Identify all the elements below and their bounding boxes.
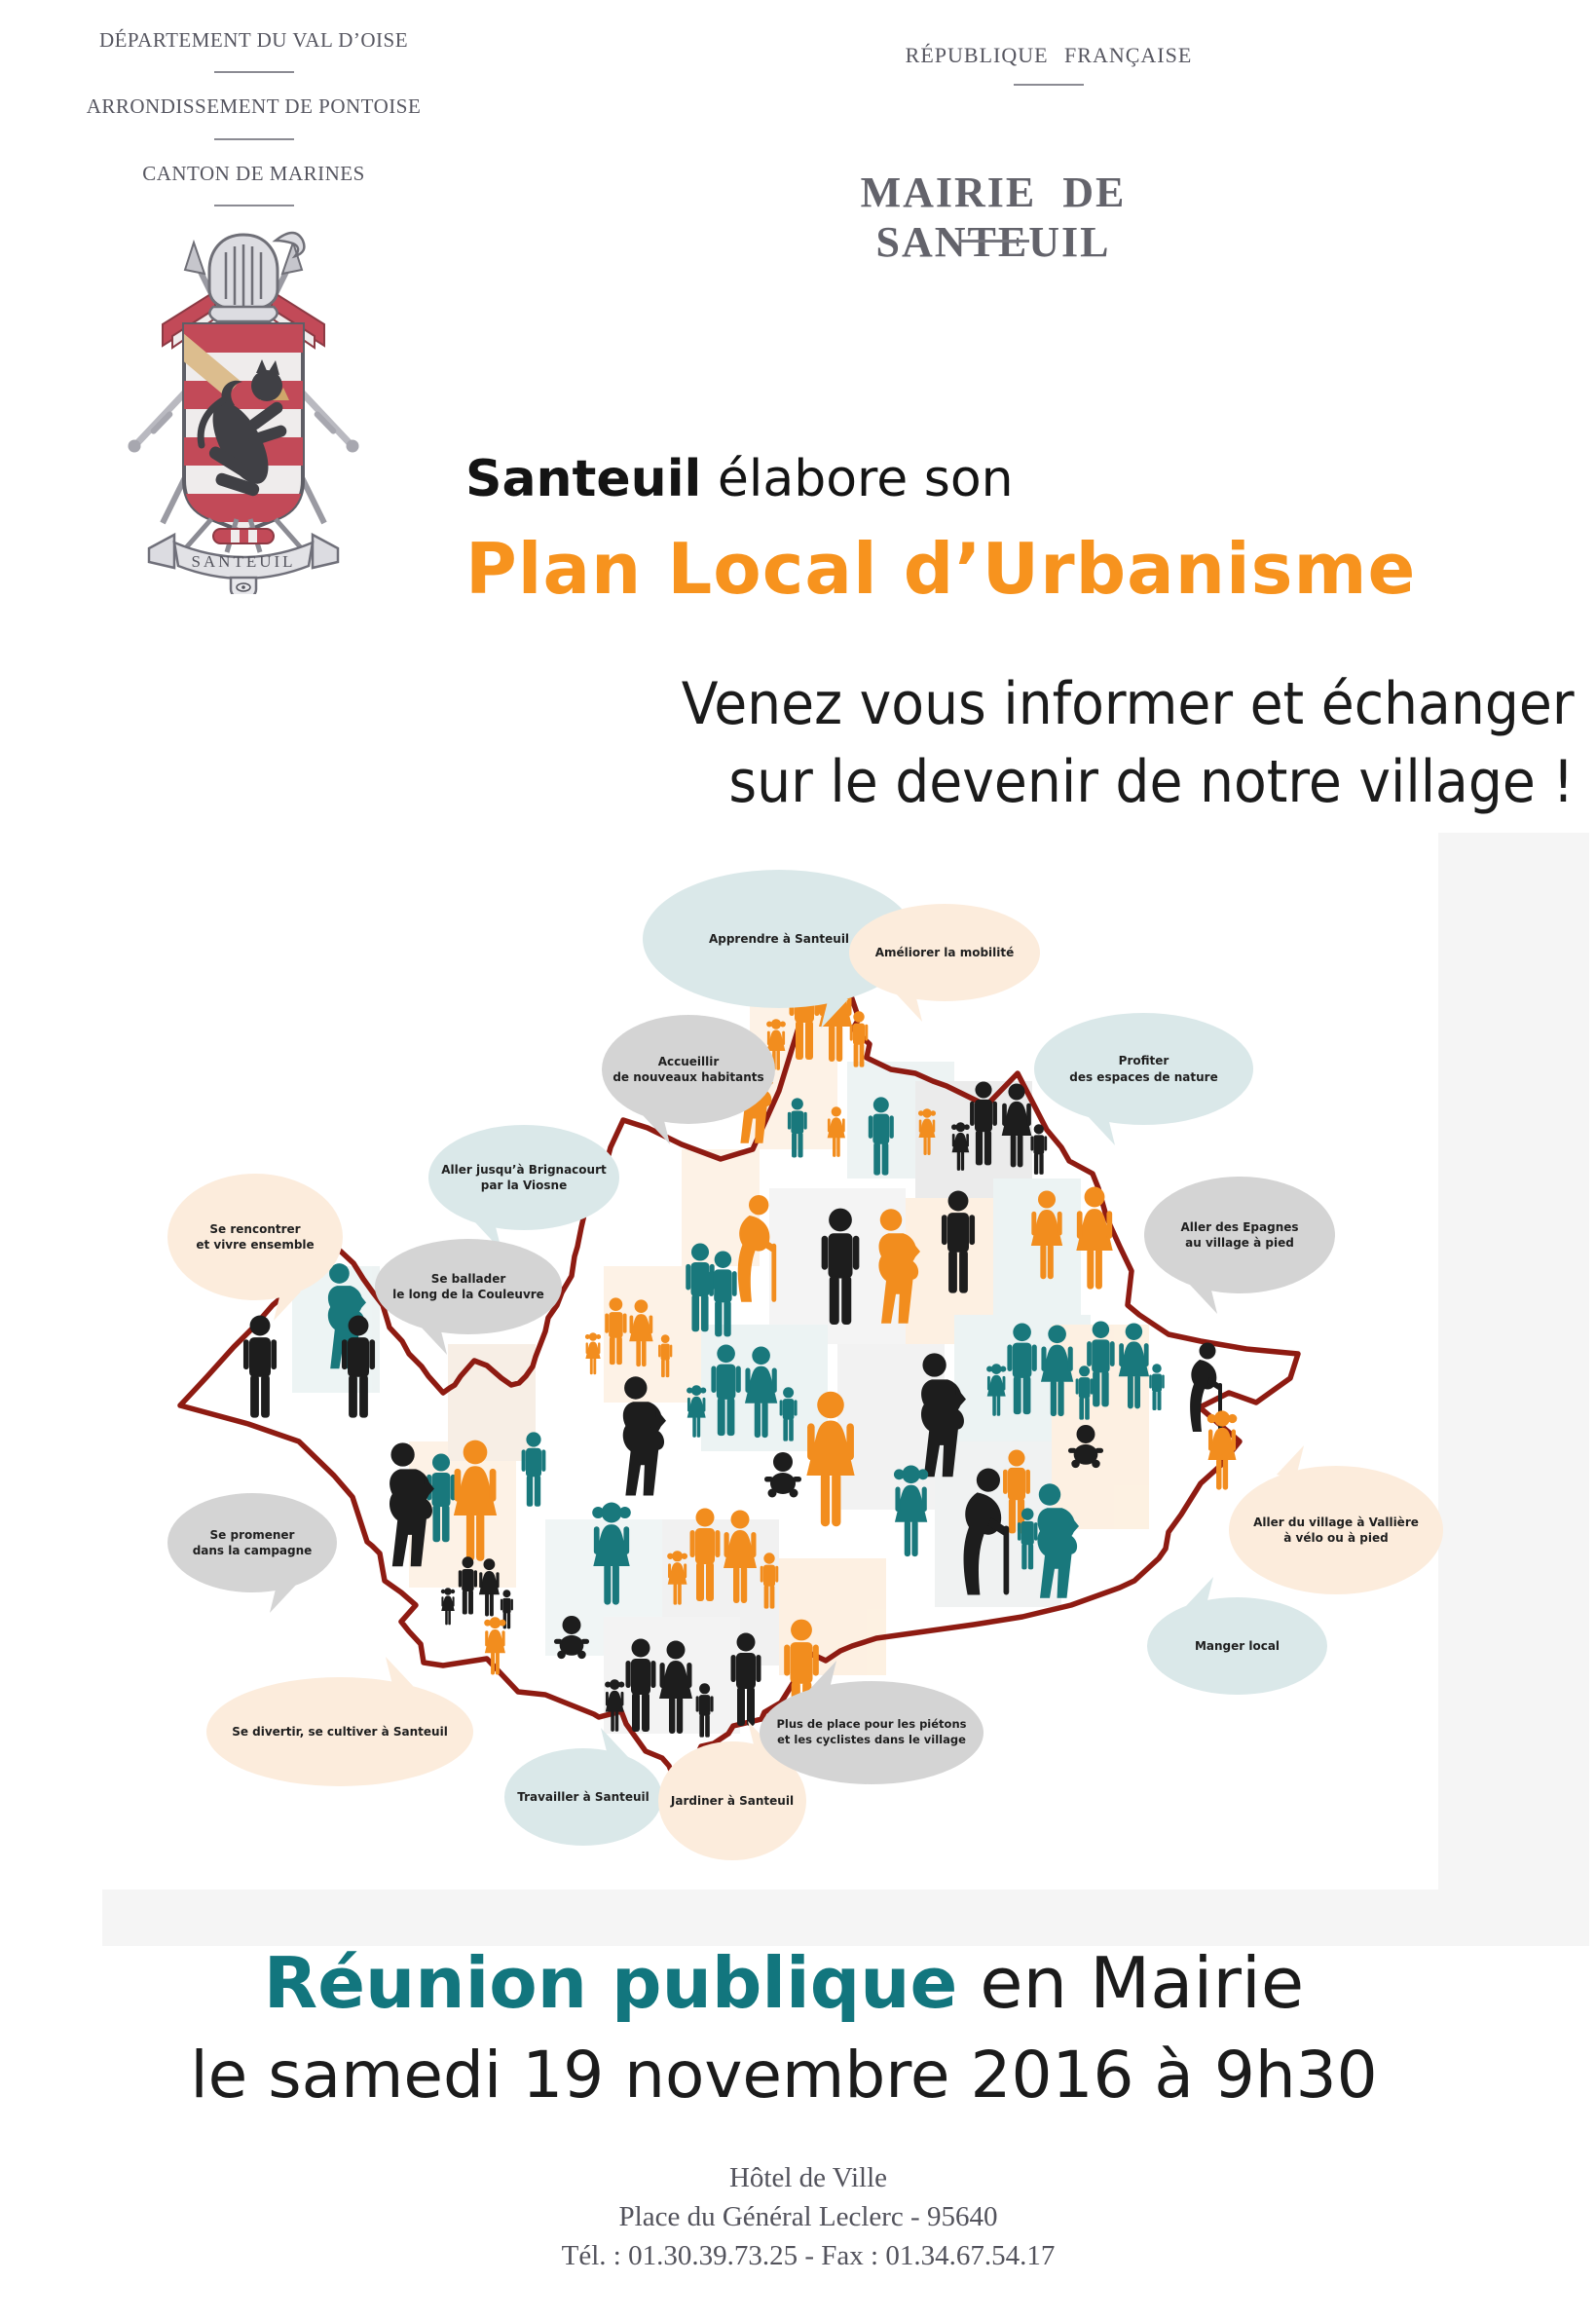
speech-bubble-manger <box>1147 1597 1327 1695</box>
mairie-title: MAIRIE DE SANTEUIL <box>860 168 1127 266</box>
event-location: en Mairie <box>957 1942 1305 2024</box>
bubble-line: Se rencontrer <box>209 1221 301 1236</box>
poster-subtitle: Venez vous informer et échanger sur le devenir de notre village ! <box>682 670 1575 816</box>
speech-bubble-brignacourt <box>428 1125 619 1230</box>
address-street: Place du Général Leclerc - 95640 <box>618 2201 998 2232</box>
speech-bubble-accueillir <box>602 1015 775 1124</box>
speech-bubble-rencontrer <box>167 1174 343 1300</box>
bubble-line: des espaces de nature <box>1069 1069 1218 1084</box>
bubble-line: Jardiner à Santeuil <box>670 1793 795 1808</box>
poster-intro-line: Santeuil élabore son <box>465 450 1014 508</box>
bubble-line: Profiter <box>1118 1054 1169 1068</box>
republique-francaise-label: RÉPUBLIQUE FRANÇAISE <box>835 43 1263 86</box>
bubble-line: Plus de place pour les piétons <box>776 1717 967 1732</box>
arrondissement-line: ARRONDISSEMENT DE PONTOISE <box>86 94 422 119</box>
event-date-line: le samedi 19 novembre 2016 à 9h30 <box>190 2038 1378 2113</box>
speech-bubble-divertir <box>206 1677 473 1786</box>
speech-bubble-promener <box>167 1493 337 1592</box>
reunion-publique-highlight: Réunion publique <box>263 1942 958 2024</box>
bubble-line: Travailler à Santeuil <box>517 1789 650 1804</box>
bubble-line: Aller jusqu’à Brignacourt <box>441 1162 607 1177</box>
bubble-line: le long de la Couleuvre <box>392 1288 544 1301</box>
bubble-line: Améliorer la mobilité <box>874 945 1015 959</box>
bubble-line: Manger local <box>1194 1638 1281 1653</box>
speech-bubble-travailler <box>504 1748 662 1846</box>
speech-bubble-pietons <box>760 1681 984 1784</box>
santeuil-bold: Santeuil <box>465 450 702 508</box>
crest-banner-text: SANTEUIL <box>191 552 296 571</box>
speech-bubble-valliere <box>1229 1466 1443 1594</box>
speech-bubble-ballader <box>375 1239 562 1334</box>
bubble-line: Aller du village à Vallière <box>1253 1515 1419 1529</box>
plan-local-urbanisme-title: Plan Local d’Urbanisme <box>465 528 1417 610</box>
bubble-line: par la Viosne <box>480 1179 568 1192</box>
bubble-line: Apprendre à Santeuil <box>708 931 850 946</box>
speech-bubble-epagnes <box>1144 1177 1335 1293</box>
speech-bubble-profiter <box>1034 1013 1253 1125</box>
bubble-line: de nouveaux habitants <box>612 1070 764 1084</box>
bubble-line: Aller des Epagnes <box>1180 1219 1299 1234</box>
bubble-line: et les cyclistes dans le village <box>777 1733 966 1746</box>
bubble-line: Se divertir, se cultiver à Santeuil <box>232 1724 448 1739</box>
bubble-line: et vivre ensemble <box>196 1238 315 1252</box>
bubble-line: Se promener <box>209 1527 295 1542</box>
address-phone-fax: Tél. : 01.30.39.73.25 - Fax : 01.34.67.54.17 <box>561 2240 1056 2271</box>
bubble-line: Accueillir <box>657 1054 720 1068</box>
bubble-line: au village à pied <box>1185 1236 1294 1250</box>
address-hotel-de-ville: Hôtel de Ville <box>728 2162 888 2193</box>
bubble-line: à vélo ou à pied <box>1283 1531 1389 1545</box>
speech-bubble-ameliorer <box>849 904 1040 1001</box>
bubble-line: dans la campagne <box>192 1544 313 1557</box>
bubble-line: Se ballader <box>430 1271 506 1286</box>
departement-line: DÉPARTEMENT DU VAL D’OISE <box>98 28 409 52</box>
canton-line: CANTON DE MARINES <box>142 161 365 185</box>
